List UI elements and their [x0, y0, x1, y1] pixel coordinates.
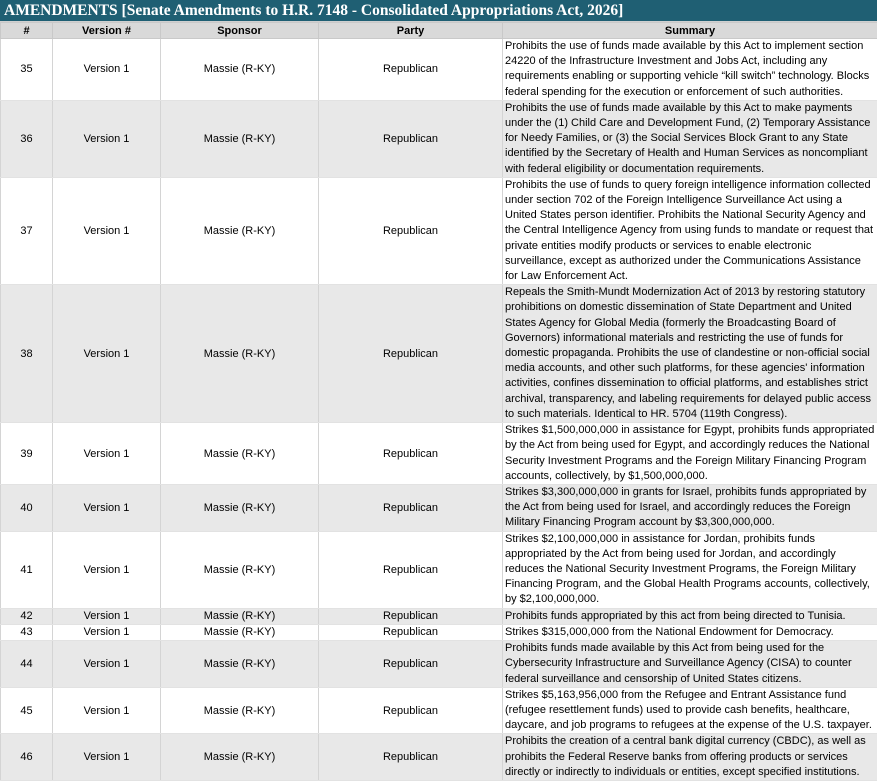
cell-summary[interactable]: Prohibits the use of funds to query foreign intelligence information collected under section 702 of the Foreign Intelligence Surveillance Act using a United States person identifier. Prohibits the National Security Agency and the Central Intelligence Agency from using funds to mandate or request that private entities modify products or services to enable electronic surveillance, except as authorized under the Communications Assistance for Law Enforcement Act. — [503, 177, 877, 284]
cell-version[interactable]: Version 1 — [53, 641, 161, 688]
cell-sponsor[interactable]: Massie (R-KY) — [161, 285, 319, 423]
cell-version[interactable]: Version 1 — [53, 423, 161, 485]
cell-version[interactable]: Version 1 — [53, 608, 161, 624]
cell-num[interactable]: 42 — [1, 608, 53, 624]
cell-sponsor[interactable]: Massie (R-KY) — [161, 624, 319, 640]
cell-sponsor[interactable]: Massie (R-KY) — [161, 485, 319, 532]
cell-party[interactable]: Republican — [319, 39, 503, 101]
cell-party[interactable]: Republican — [319, 485, 503, 532]
cell-version[interactable]: Version 1 — [53, 624, 161, 640]
cell-sponsor[interactable]: Massie (R-KY) — [161, 423, 319, 485]
cell-num[interactable]: 43 — [1, 624, 53, 640]
cell-num[interactable]: 38 — [1, 285, 53, 423]
cell-party[interactable]: Republican — [319, 423, 503, 485]
cell-num[interactable]: 44 — [1, 641, 53, 688]
cell-sponsor[interactable]: Massie (R-KY) — [161, 687, 319, 734]
cell-num[interactable]: 36 — [1, 100, 53, 177]
sheet-title: AMENDMENTS [Senate Amendments to H.R. 7148 - Consolidated Appropriations Act, 2026] — [0, 0, 877, 22]
cell-summary[interactable]: Prohibits the use of funds made available by this Act to make payments under the (1) Child Care and Development Fund, (2) Temporary Assistance for Needy Families, or (3) the Social Services Block Grant to any State identified by the Secretary of Health and Human Services as noncompliant with federal eligibility or documentation requirements. — [503, 100, 877, 177]
cell-sponsor[interactable]: Massie (R-KY) — [161, 734, 319, 781]
table-row — [1, 608, 877, 624]
cell-version[interactable]: Version 1 — [53, 285, 161, 423]
cell-num[interactable]: 37 — [1, 177, 53, 284]
cell-sponsor[interactable]: Massie (R-KY) — [161, 177, 319, 284]
table-row — [1, 423, 877, 485]
cell-num[interactable]: 39 — [1, 423, 53, 485]
cell-summary[interactable]: Prohibits funds appropriated by this act from being directed to Tunisia. — [503, 608, 877, 624]
table-row — [1, 624, 877, 640]
cell-version[interactable]: Version 1 — [53, 177, 161, 284]
cell-version[interactable]: Version 1 — [53, 485, 161, 532]
cell-summary[interactable]: Repeals the Smith-Mundt Modernization Act of 2013 by restoring statutory prohibitions on domestic dissemination of State Department and United States Agency for Global Media (formerly the Broadcasting Board of Governors) informational materials and restricting the use of funds for domestic propaganda. Prohibits the use of clandestine or non-official social media accounts, and other such platforms, for these agencies' information activities, confines dissemination to official platforms, and establishes strict archival, transparency, and labeling requirements for delayed public access to such materials. Identical to HR. 5704 (119th Congress). — [503, 285, 877, 423]
cell-summary[interactable]: Strikes $3,300,000,000 in grants for Israel, prohibits funds appropriated by the Act from being used for Israel, and accordingly reduces the Foreign Military Financing Program account by $3,300,000,000. — [503, 485, 877, 532]
cell-party[interactable]: Republican — [319, 285, 503, 423]
cell-version[interactable]: Version 1 — [53, 734, 161, 781]
cell-summary[interactable]: Strikes $1,500,000,000 in assistance for Egypt, prohibits funds appropriated by the Act from being used for Egypt, and accordingly reduces the National Security Investment Programs and the Foreign Military Financing Program accounts, collectively, by $1,500,000,000. — [503, 423, 877, 485]
cell-sponsor[interactable]: Massie (R-KY) — [161, 39, 319, 101]
table-row — [1, 531, 877, 608]
cell-num[interactable]: 46 — [1, 734, 53, 781]
cell-version[interactable]: Version 1 — [53, 100, 161, 177]
header-sponsor[interactable]: Sponsor — [161, 23, 319, 39]
cell-party[interactable]: Republican — [319, 641, 503, 688]
cell-summary[interactable]: Strikes $315,000,000 from the National Endowment for Democracy. — [503, 624, 877, 640]
header-version[interactable]: Version # — [53, 23, 161, 39]
cell-sponsor[interactable]: Massie (R-KY) — [161, 608, 319, 624]
table-row — [1, 641, 877, 688]
cell-sponsor[interactable]: Massie (R-KY) — [161, 531, 319, 608]
cell-party[interactable]: Republican — [319, 687, 503, 734]
cell-num[interactable]: 41 — [1, 531, 53, 608]
cell-summary[interactable]: Strikes $2,100,000,000 in assistance for Jordan, prohibits funds appropriated by the Act from being used for Jordan, and accordingly reduces the National Security Investment Programs, the Foreign Military Financing Program, and the Global Health Programs accounts, collectively, by $2,100,000,000. — [503, 531, 877, 608]
cell-party[interactable]: Republican — [319, 100, 503, 177]
cell-party[interactable]: Republican — [319, 177, 503, 284]
amendments-table — [0, 22, 877, 781]
cell-sponsor[interactable]: Massie (R-KY) — [161, 641, 319, 688]
cell-summary[interactable]: Prohibits the use of funds made available by this Act to implement section 24220 of the Infrastructure Investment and Jobs Act, including any requirements enabling or supporting vehicle “kill switch” technology. Blocks federal spending for the execution or enforcement of such authorities. — [503, 39, 877, 101]
table-row — [1, 100, 877, 177]
table-row — [1, 687, 877, 734]
cell-party[interactable]: Republican — [319, 531, 503, 608]
table-row — [1, 177, 877, 284]
table-row — [1, 734, 877, 781]
cell-version[interactable]: Version 1 — [53, 39, 161, 101]
cell-num[interactable]: 40 — [1, 485, 53, 532]
cell-summary[interactable]: Strikes $5,163,956,000 from the Refugee and Entrant Assistance fund (refugee resettlement funds) used to provide cash benefits, healthcare, daycare, and job programs to refugees at the expense of the U.S. taxpayer. — [503, 687, 877, 734]
cell-party[interactable]: Republican — [319, 608, 503, 624]
cell-version[interactable]: Version 1 — [53, 687, 161, 734]
cell-party[interactable]: Republican — [319, 734, 503, 781]
cell-summary[interactable]: Prohibits funds made available by this Act from being used for the Cybersecurity Infrastructure and Surveillance Agency (CISA) to counter federal surveillance and censorship of United States citizens. — [503, 641, 877, 688]
cell-summary[interactable]: Prohibits the creation of a central bank digital currency (CBDC), as well as prohibits the Federal Reserve banks from offering products or services directly or indirectly to individuals or entities, except specified institutions. — [503, 734, 877, 781]
cell-num[interactable]: 45 — [1, 687, 53, 734]
cell-sponsor[interactable]: Massie (R-KY) — [161, 100, 319, 177]
table-row — [1, 485, 877, 532]
cell-party[interactable]: Republican — [319, 624, 503, 640]
header-summary[interactable]: Summary — [503, 23, 877, 39]
table-row — [1, 39, 877, 101]
header-row — [1, 23, 877, 39]
header-num[interactable]: # — [1, 23, 53, 39]
table-row — [1, 285, 877, 423]
cell-version[interactable]: Version 1 — [53, 531, 161, 608]
header-party[interactable]: Party — [319, 23, 503, 39]
cell-num[interactable]: 35 — [1, 39, 53, 101]
